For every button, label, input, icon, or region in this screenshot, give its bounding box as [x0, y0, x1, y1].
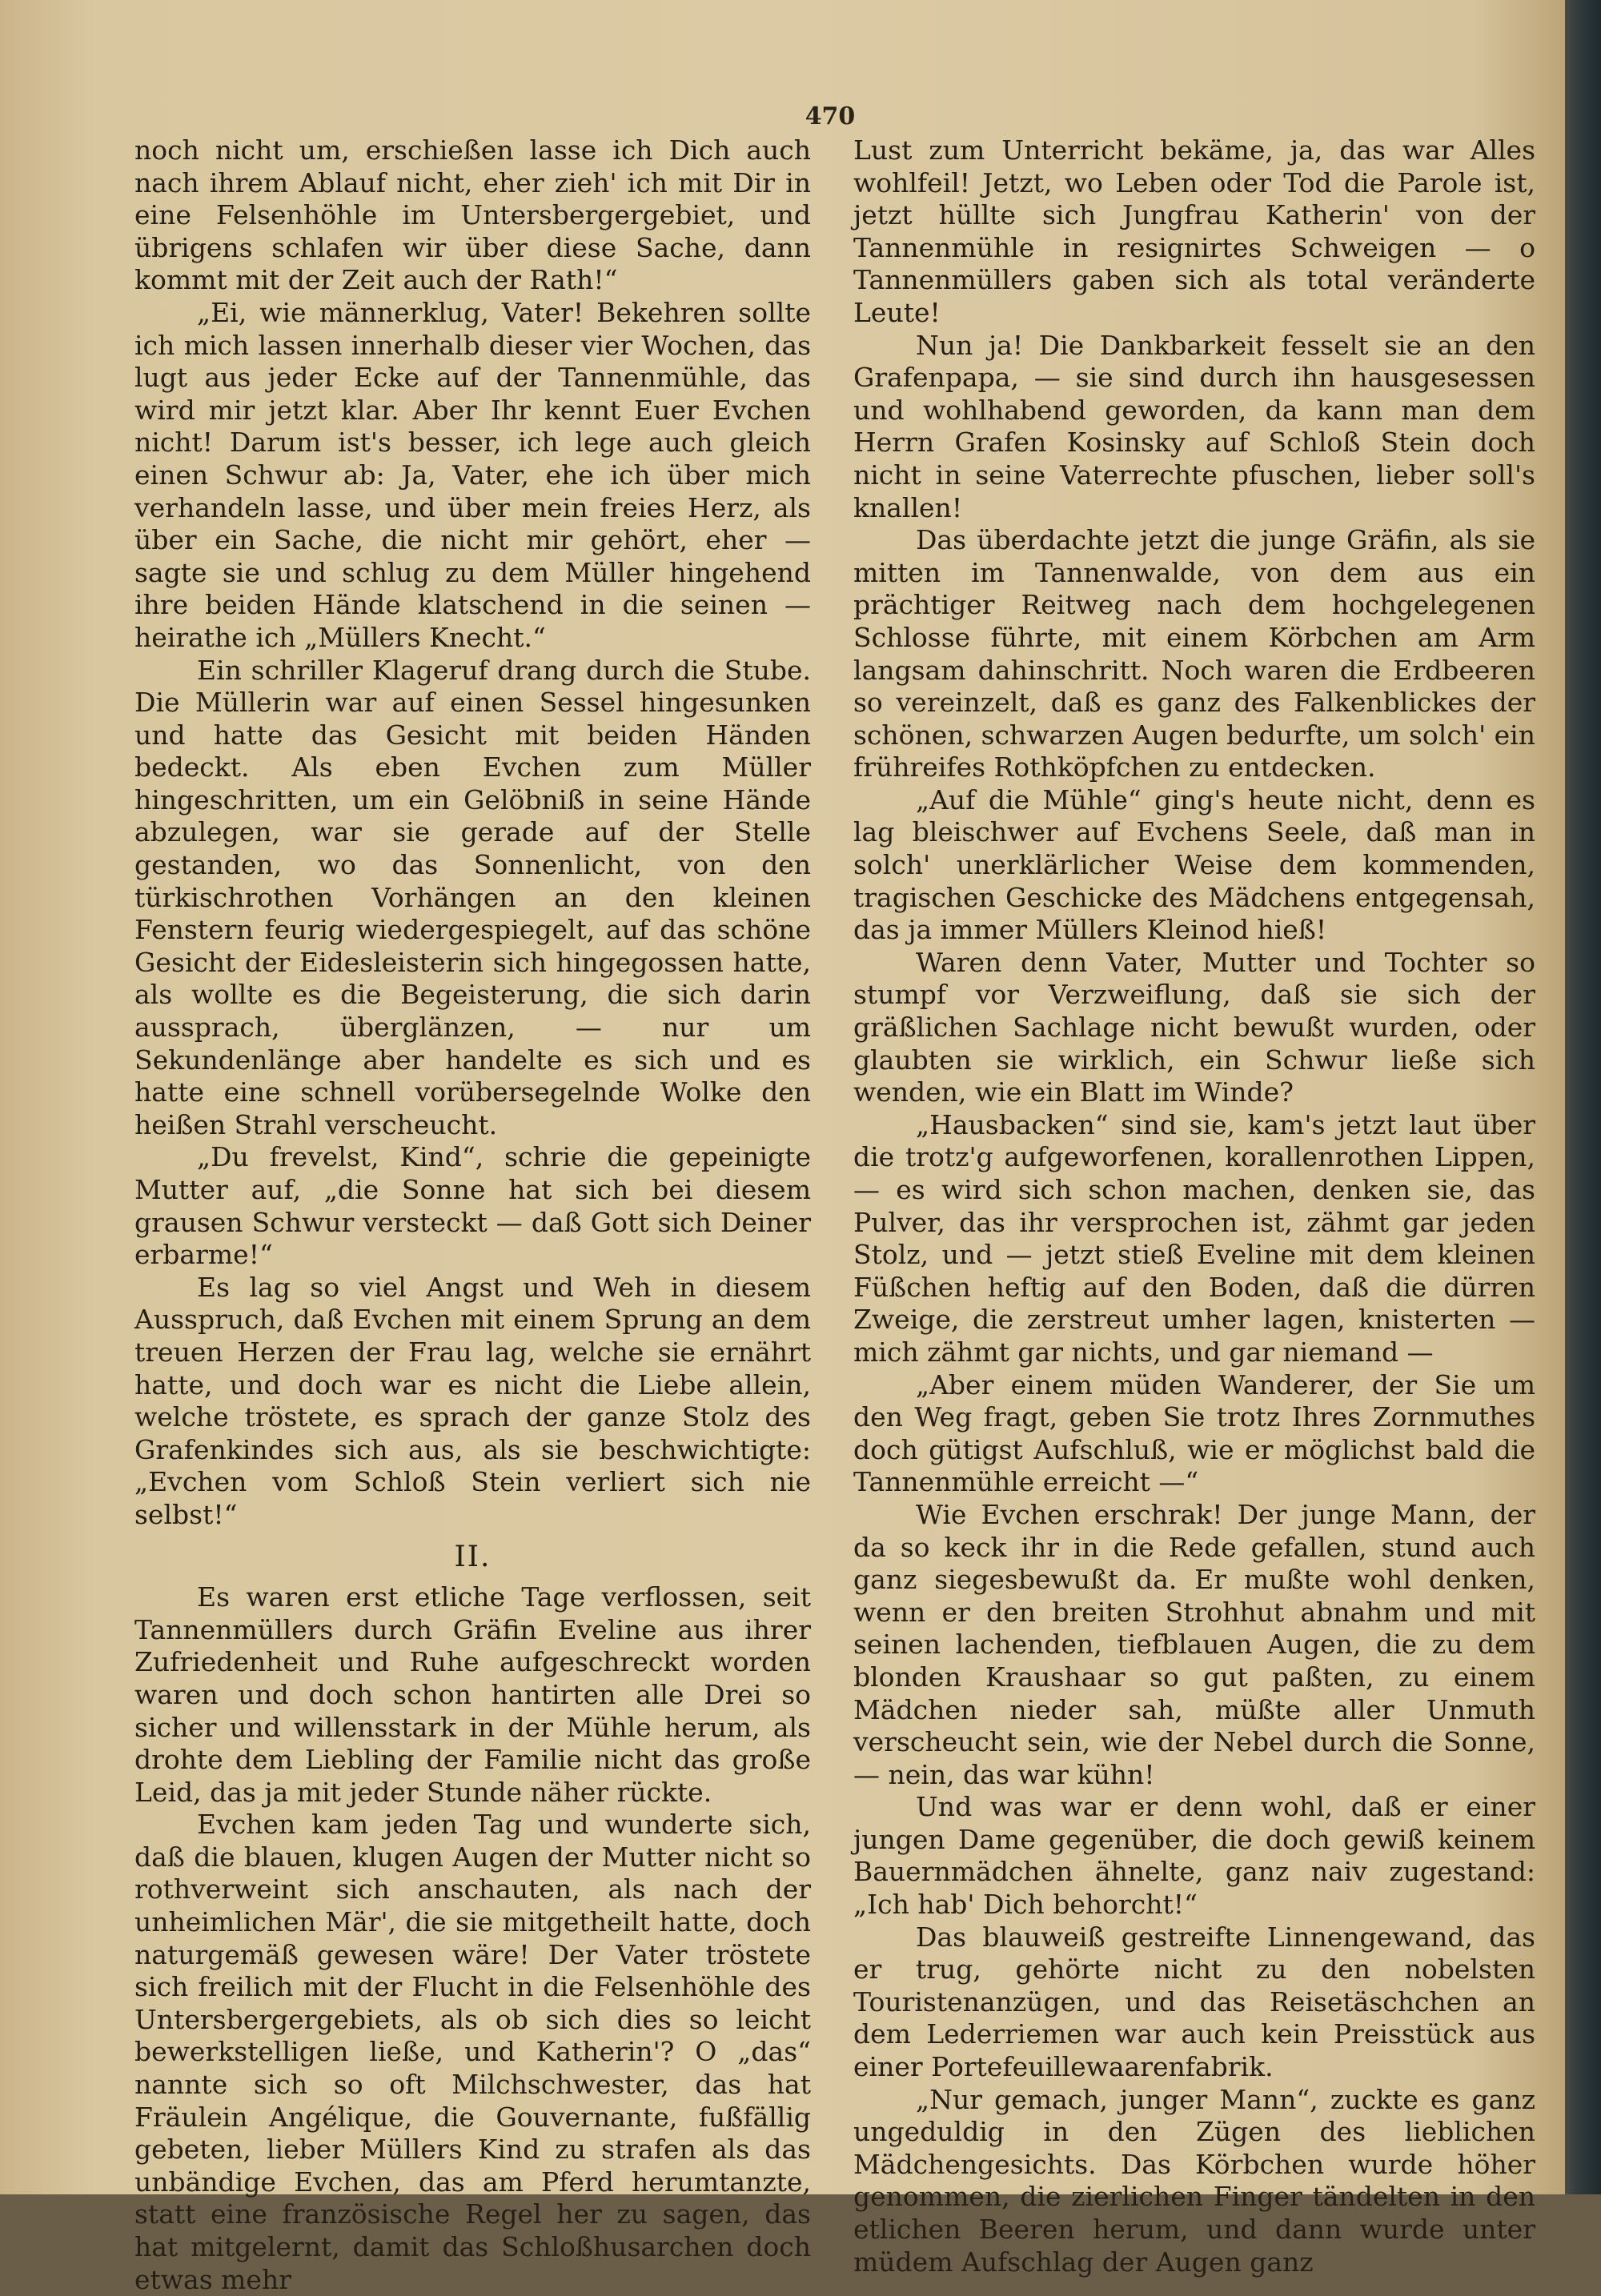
paragraph: Nun ja! Die Dankbarkeit fesselt sie an den Grafenpapa, — sie sind durch ihn hausgesessen und wohlhabend geworden, da kann man dem Herrn Grafen Kosinsky auf Schloß Stein doch nicht in seine Vaterrechte pfuschen, lieber soll's knallen!	[853, 329, 1535, 523]
paragraph: Lust zum Unterricht bekäme, ja, das war Alles wohlfeil! Jetzt, wo Leben oder Tod die Parole ist, jetzt hüllte sich Jungfrau Katherin' von der Tannenmühle in resignirtes Schweigen — o Tannenmüllers gaben sich als total veränderte Leute!	[853, 134, 1535, 328]
paragraph: Waren denn Vater, Mutter und Tochter so stumpf vor Verzweiflung, daß sie sich der gräßlichen Sachlage nicht bewußt wurden, oder glaubten sie wirklich, ein Schwur ließe sich wenden, wie ein Blatt im Winde?	[853, 946, 1535, 1108]
right-column	[853, 134, 1535, 2278]
paragraph: „Hausbacken“ sind sie, kam's jetzt laut über die trotz'g aufgeworfenen, korallenrothen Lippen, — es wird sich schon machen, denken sie, das Pulver, das ihr versprochen ist, zähmt gar jeden Stolz, und — jetzt stieß Eveline mit dem kleinen Füßchen heftig auf den Boden, daß die dürren Zweige, die zerstreut umher lagen, knisterten — mich zähmt gar nichts, und gar niemand —	[853, 1108, 1535, 1368]
paragraph: Es lag so viel Angst und Weh in diesem Ausspruch, daß Evchen mit einem Sprung an dem treuen Herzen der Frau lag, welche sie ernährt hatte, und doch war es nicht die Liebe allein, welche tröstete, es sprach der ganze Stolz des Grafenkindes sich aus, als sie beschwichtigte: „Evchen vom Schloß Stein verliert sich nie selbst!“	[134, 1271, 811, 1530]
paragraph: Ein schriller Klageruf drang durch die Stube. Die Müllerin war auf einen Sessel hingesunken und hatte das Gesicht mit beiden Händen bedeckt. Als eben Evchen zum Müller hingeschritten, um ein Gelöbniß in seine Hände abzulegen, war sie gerade auf der Stelle gestanden, wo das Sonnenlicht, von den türkischrothen Vorhängen an den kleinen Fenstern feurig wiedergespiegelt, auf das schöne Gesicht der Eidesleisterin sich hingegossen hatte, als wollte es die Begeisterung, die sich darin aussprach, überglänzen, — nur um Sekundenlänge aber handelte es sich und es hatte eine schnell vorübersegelnde Wolke den heißen Strahl verscheucht.	[134, 654, 811, 1140]
paragraph: Und was war er denn wohl, daß er einer jungen Dame gegenüber, die doch gewiß keinem Bauernmädchen ähnelte, ganz naiv zugestand: „Ich hab' Dich behorcht!“	[853, 1791, 1535, 1921]
page-number: 470	[805, 102, 856, 130]
paragraph: „Auf die Mühle“ ging's heute nicht, denn es lag bleischwer auf Evchens Seele, daß man in solch' unerklärlicher Weise dem kommenden, tragischen Geschicke des Mädchens entgegensah, das ja immer Müllers Kleinod hieß!	[853, 783, 1535, 946]
section-heading: II.	[454, 1540, 492, 1573]
paragraph: noch nicht um, erschießen lasse ich Dich auch nach ihrem Ablauf nicht, eher zieh' ich mit Dir in eine Felsenhöhle im Untersbergergebiet, und übrigens schlafen wir über diese Sache, dann kommt mit der Zeit auch der Rath!“	[134, 134, 811, 296]
paragraph: Es waren erst etliche Tage verflossen, seit Tannenmüllers durch Gräfin Eveline aus ihrer Zufriedenheit und Ruhe aufgeschreckt worden waren und doch schon hantirten alle Drei so sicher und willensstark in der Mühle herum, als drohte dem Liebling der Familie nicht das große Leid, das ja mit jeder Stunde näher rückte.	[134, 1581, 811, 1808]
paragraph: „Ei, wie männerklug, Vater! Bekehren sollte ich mich lassen innerhalb dieser vier Wochen, das lugt aus jeder Ecke auf der Tannenmühle, das wird mir jetzt klar. Aber Ihr kennt Euer Evchen nicht! Darum ist's besser, ich lege auch gleich einen Schwur ab: Ja, Vater, ehe ich über mich verhandeln lasse, und über mein freies Herz, als über ein Sache, die nicht mir gehört, eher — sagte sie und schlug zu dem Müller hingehend ihre beiden Hände klatschend in die seinen — heirathe ich „Müllers Knecht.“	[134, 296, 811, 653]
paragraph: Das überdachte jetzt die junge Gräfin, als sie mitten im Tannenwalde, von dem aus ein prächtiger Reitweg nach dem hochgelegenen Schlosse führte, mit einem Körbchen am Arm langsam dahinschritt. Noch waren die Erdbeeren so vereinzelt, daß es ganz des Falkenblickes der schönen, schwarzen Augen bedurfte, um solch' ein frühreifes Rothköpfchen zu entdecken.	[853, 524, 1535, 783]
paragraph: Das blauweiß gestreifte Linnengewand, das er trug, gehörte nicht zu den nobelsten Touristenanzügen, und das Reisetäschchen an dem Lederriemen war auch kein Preisstück aus einer Portefeuillewaarenfabrik.	[853, 1921, 1535, 2083]
paragraph: Wie Evchen erschrak! Der junge Mann, der da so keck ihr in die Rede gefallen, stund auch ganz siegesbewußt da. Er mußte wohl denken, wenn er den breiten Strohhut abnahm und mit seinen lachenden, tiefblauen Augen, die zu dem blonden Kraushaar so gut paßten, zu einem Mädchen nieder sah, müßte aller Unmuth verscheucht sein, wie der Nebel durch die Sonne, — nein, das war kühn!	[853, 1498, 1535, 1790]
paragraph: „Du frevelst, Kind“, schrie die gepeinigte Mutter auf, „die Sonne hat sich bei diesem grausen Schwur versteckt — daß Gott sich Deiner erbarme!“	[134, 1141, 811, 1271]
paragraph: Evchen kam jeden Tag und wunderte sich, daß die blauen, klugen Augen der Mutter nicht so rothverweint sich anschauten, als nach der unheimlichen Mär', die sie mitgetheilt hatte, doch naturgemäß gewesen wäre! Der Vater tröstete sich freilich mit der Flucht in die Felsenhöhle des Untersbergergebiets, als ob sich dies so leicht bewerkstelligen ließe, und Katherin'? O „das“ nannte sich so oft Milchschwester, das hat Fräulein Angélique, die Gouvernante, fußfällig gebeten, lieber Müllers Kind zu strafen als das unbändige Evchen, das am Pferd herumtanzte, statt eine französische Regel her zu sagen, das hat mitgelernt, damit das Schloßhusarchen doch etwas mehr	[134, 1809, 811, 2295]
paragraph: „Nur gemach, junger Mann“, zuckte es ganz ungeduldig in den Zügen des lieblichen Mädchengesichts. Das Körbchen wurde höher genommen, die zierlichen Finger tändelten in den etlichen Beeren herum, und dann wurde unter müdem Aufschlag der Augen ganz	[853, 2083, 1535, 2278]
book-cover-edge	[1565, 0, 1601, 2194]
paragraph: „Aber einem müden Wanderer, der Sie um den Weg fragt, geben Sie trotz Ihres Zornmuthes doch gütigst Aufschluß, wie er möglichst bald die Tannenmühle erreicht —“	[853, 1368, 1535, 1498]
left-column	[134, 134, 811, 2296]
